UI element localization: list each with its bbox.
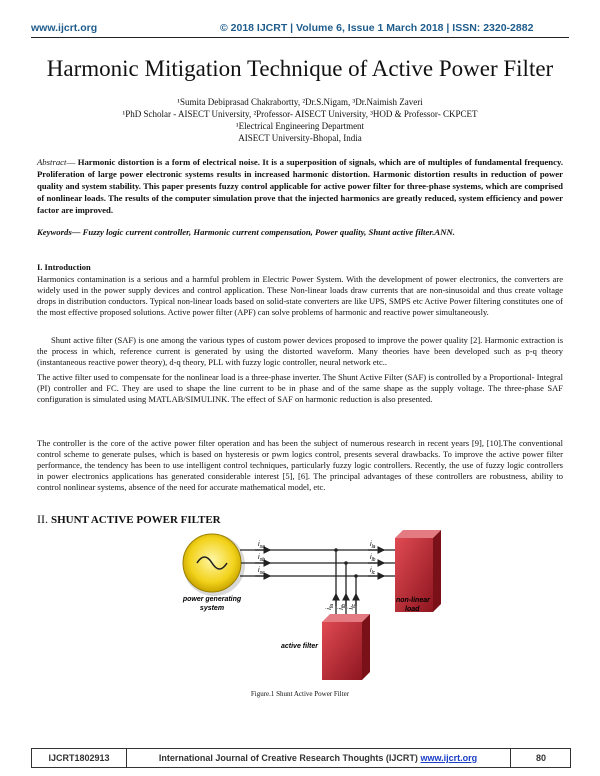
label-ilb: $i_{lb}$ [370,554,376,563]
keywords: Keywords— Fuzzy logic current controller, Harmonic current compensation, Power quality, Shunt active filter.ANN. [37,227,455,237]
filter-box-side [362,614,370,680]
figure-caption: Figure.1 Shunt Active Power Filter [250,690,350,698]
abstract-label: Abstract [37,157,67,167]
site-url[interactable]: www.ijcrt.org [31,22,98,34]
source-label-2: system [199,605,225,612]
footer-code: IJCRT1802913 [32,749,127,767]
author-dept: ¹Electrical Engineering Department [235,121,365,131]
footer-link[interactable]: www.ijcrt.org [420,753,478,763]
label-ifc: $i_{fc}$ [348,604,357,610]
abstract-text: Harmonic distortion is a form of electrical noise. It is a superposition of signals, which are of multiples of fundamental frequency. Proliferation of large power electronic systems results in increased harmonic distortion. Harmonic distortion results in reduction of power quality and system stability. This paper presents fuzzy control applicable for active power filter for three-phase systems, which are comprised of nonlinear loads. The results of the computer simulation prove that the injected harmonics are greatly reduced, system efficiency and power factor are improved. [37,157,564,215]
intro-paragraph-1: Harmonics contamination is a serious and a harmful problem in Electric Power System. With the development of power electronics, the converters are widely used in the power supply devices and control application. These Non-linear loads draw currents that are non-sinusoidal and thus create voltage drops in distribution conductors. Typical non-linear loads based on solid-state converters are like UPS, SMPS etc Active Power filtering constitutes one of the most effective proposed solutions. Active power filter (APF) can solve problems of harmonic and reactive power simultaneously. [37,274,563,317]
page-number: 80 [510,749,571,767]
label-isc: $i_{sc}$ [258,567,265,576]
footer-journal-name: International Journal of Creative Research Thoughts (IJCRT) [158,753,421,763]
footer-journal [126,749,510,767]
intro-paragraph-2: Shunt active filter (SAF) is one among the various types of custom power devices proposed to improve the power quality [2]. Harmonic extraction is the process in which, reference current is generated by using the distorted waveform. Many theories have been developed such as p-q theory (instantaneous reactive power theory), d-q theory, PLL with fuzzy logic controller, neural network etc.. [37,335,563,367]
label-ifb: $i_{fb}$ [338,604,347,610]
label-isa: $i_{sa}$ [258,541,265,550]
author-university: AISECT University-Bhopal, India [238,133,362,143]
label-ifa: $i_{fa}$ [326,604,335,610]
load-box-side [433,530,441,612]
page-footer [31,748,571,768]
label-ila: $i_{la}$ [370,541,376,550]
filter-label: active filter [281,643,318,650]
label-isb: $i_{sb}$ [258,554,265,563]
label-ilc: $i_{lc}$ [370,567,376,576]
author-names: ¹Sumita Debiprasad Chakrabortty, ²Dr.S.Nigam, ³Dr.Naimish Zaveri [177,97,423,107]
load-label-1: non-linear [396,597,430,604]
filter-box-top [322,614,370,622]
source-label-1: power generating [182,596,242,603]
intro-paragraph-4: The controller is the core of the active power filter operation and has been the subject of numerous research in recent years [9], [10].The conventional control scheme to generate pulses, which is based on hysteresis or pwm logics control, presents several drawbacks. To improve the active power filter performance, the tendency has been to use intelligent control techniques, particularly fuzzy logic controllers. Recently, the use of fuzzy logic controllers in power electronics applications has generated considerable interest [5], [6]. The principal advantages of these controllers are robustness, ability to control nonlinear systems, absence of the need for accurate mathematical model, etc. [37,438,563,492]
section-2-title: SHUNT ACTIVE POWER FILTER [51,514,221,526]
section-1-heading: I. Introduction [37,262,91,272]
intro-paragraph-3: The active filter used to compensate for the nonlinear load is a three-phase inverter. The Shunt Active Filter (SAF) is controlled by a Proportional- Integral (PI) controller and FC. They are used to shape the line current to be in phase and of the same shape as the supply voltage. The three-phase SAF configuration is simulated using MATLAB/SIMULINK. The effect of SAF on harmonic reduction is also presented. [37,372,563,404]
load-label-2: load [405,606,420,613]
active-filter-box [322,622,362,680]
load-box-top [395,530,441,538]
paper-title: Harmonic Mitigation Technique of Active Power Filter [46,56,554,81]
journal-info: © 2018 IJCRT | Volume 6, Issue 1 March 2018 | ISSN: 2320-2882 [220,22,534,34]
abstract-dash: — [66,157,78,167]
author-roles: ¹PhD Scholar - AISECT University, ²Professor- AISECT University, ³HOD & Professor- CKPCET [122,109,478,119]
section-2-number: II. [37,512,51,526]
